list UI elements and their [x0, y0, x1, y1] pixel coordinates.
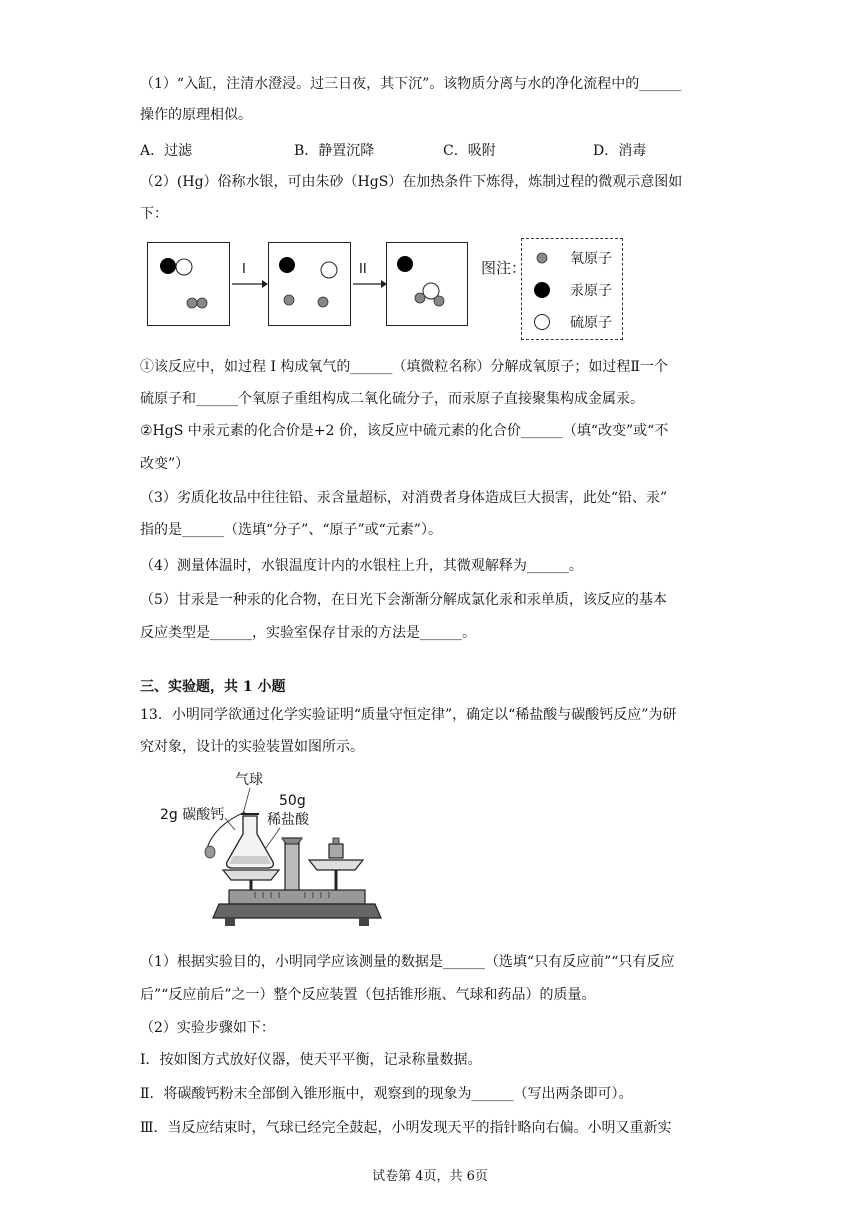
legend-mercury-label: 汞原子: [570, 283, 612, 299]
powder-in-balloon: [205, 846, 215, 858]
q2-line2: 下：: [140, 206, 168, 222]
oxygen-atom: [197, 298, 207, 308]
q1-option-c: C．吸附: [443, 143, 496, 159]
q5-line1: （5）甘汞是一种汞的化合物，在日光下会渐渐分解成氯化汞和汞单质，该反应的基本: [140, 592, 667, 608]
q2-sub1-line2: 硫原子和______个氧原子重组构成二氧化硫分子，而汞原子直接聚集构成金属汞。: [140, 391, 644, 407]
q3-line2: 指的是______（选填“分子”、“原子”或“元素”）。: [140, 522, 442, 538]
box-after-atoms: [387, 243, 469, 327]
page-footer: 试卷第 4页，共 6页: [372, 1169, 488, 1184]
q2-sub2-line1: ②HgS 中汞元素的化合价是+2 价，该反应中硫元素的化合价______（填“改变”或“不: [140, 423, 669, 439]
q13-step-2: Ⅱ．将碳酸钙粉末全部倒入锥形瓶中，观察到的现象为______（写出两条即可）。: [140, 1086, 633, 1102]
acid-label: 稀盐酸: [267, 812, 309, 828]
legend-items: [522, 239, 622, 339]
q13-line2: 究对象，设计的实验装置如图所示。: [140, 739, 364, 755]
legend-mercury-swatch: [534, 282, 550, 298]
q1-option-a: A．过滤: [140, 143, 193, 159]
q13-step-3: Ⅲ．当反应结束时，气球已经完全鼓起，小明发现天平的指针略向右偏。小明又重新实: [140, 1120, 672, 1136]
arrow-step-2: [351, 262, 387, 288]
oxygen-atom: [318, 297, 328, 307]
arrow-step-1: [230, 262, 268, 288]
section-3-heading: 三、实验题，共 1 小题: [140, 679, 286, 695]
oxygen-atom: [415, 293, 425, 303]
weight: [329, 844, 343, 858]
left-pan: [223, 870, 279, 880]
legend-title: 图注：: [481, 259, 527, 277]
diagram-box-middle: [268, 242, 351, 326]
q2-sub2-line2: 改变”）: [140, 456, 190, 472]
mercury-atom: [279, 257, 295, 273]
mercury-atom: [397, 256, 413, 272]
step-1-label: I: [242, 262, 246, 277]
diagram-box-before: [147, 242, 230, 326]
legend-oxygen-label: 氧原子: [570, 251, 612, 267]
step-2-label: II: [359, 262, 367, 277]
box-before-atoms: [148, 243, 231, 327]
acid-mass-label: 50g: [279, 793, 306, 809]
legend-sulfur-swatch: [535, 315, 550, 330]
diagram-legend: [521, 238, 623, 340]
q13-part1-line2: 后”“反应前后”之一）整个反应装置（包括锥形瓶、气球和药品）的质量。: [140, 987, 596, 1003]
sulfur-atom: [321, 262, 337, 278]
balloon-label: 气球: [235, 772, 263, 788]
box-middle-atoms: [269, 243, 352, 327]
q13-step-1: Ⅰ．按如图方式放好仪器，使天平平衡，记录称量数据。: [140, 1052, 482, 1068]
calcium-carbonate-label: 2g 碳酸钙: [160, 807, 225, 823]
oxygen-atom: [434, 296, 444, 306]
balance-apparatus-figure: [155, 770, 385, 935]
acid-liquid: [229, 856, 271, 864]
q13-part1-line1: （1）根据实验目的，小明同学应该测量的数据是______（选填“只有反应前”“只有反应: [140, 954, 675, 970]
center-post: [285, 838, 299, 894]
balance-base: [213, 904, 381, 918]
q4-line1: （4）测量体温时，水银温度计内的水银柱上升，其微观解释为______。: [140, 558, 583, 574]
scale-beam: [229, 890, 365, 904]
q13-part2: （2）实验步骤如下：: [140, 1020, 275, 1036]
q2-sub1-line1: ①该反应中，如过程 I 构成氧气的______（填微粒名称）分解成氧原子；如过程Ⅱ一个: [140, 359, 668, 375]
right-pan: [309, 860, 363, 870]
diagram-box-after: [386, 242, 468, 326]
q13-line1: 13．小明同学欲通过化学实验证明“质量守恒定律”，确定以“稀盐酸与碳酸钙反应”为研: [140, 707, 677, 723]
oxygen-atom: [284, 295, 294, 305]
q3-line1: （3）劣质化妆品中往往铅、汞含量超标，对消费者身体造成巨大损害，此处“铅、汞”: [140, 490, 668, 506]
q5-line2: 反应类型是______，实验室保存甘汞的方法是______。: [140, 625, 476, 641]
q1-option-d: D．消毒: [593, 143, 647, 159]
sulfur-atom: [176, 259, 192, 275]
legend-oxygen-swatch: [537, 253, 547, 263]
mercury-atom: [160, 258, 176, 274]
legend-sulfur-label: 硫原子: [570, 315, 612, 331]
q2-line1: （2）(Hg）俗称水银，可由朱砂（HgS）在加热条件下炼得，炼制过程的微观示意图如: [140, 174, 683, 190]
q1-line2: 操作的原理相似。: [140, 107, 252, 123]
q1-line1: （1）“入缸，注清水澄浸。过三日夜，其下沉”。该物质分离与水的净化流程中的______: [140, 76, 682, 92]
q1-option-b: B．静置沉降: [294, 143, 375, 159]
oxygen-atom: [187, 298, 197, 308]
